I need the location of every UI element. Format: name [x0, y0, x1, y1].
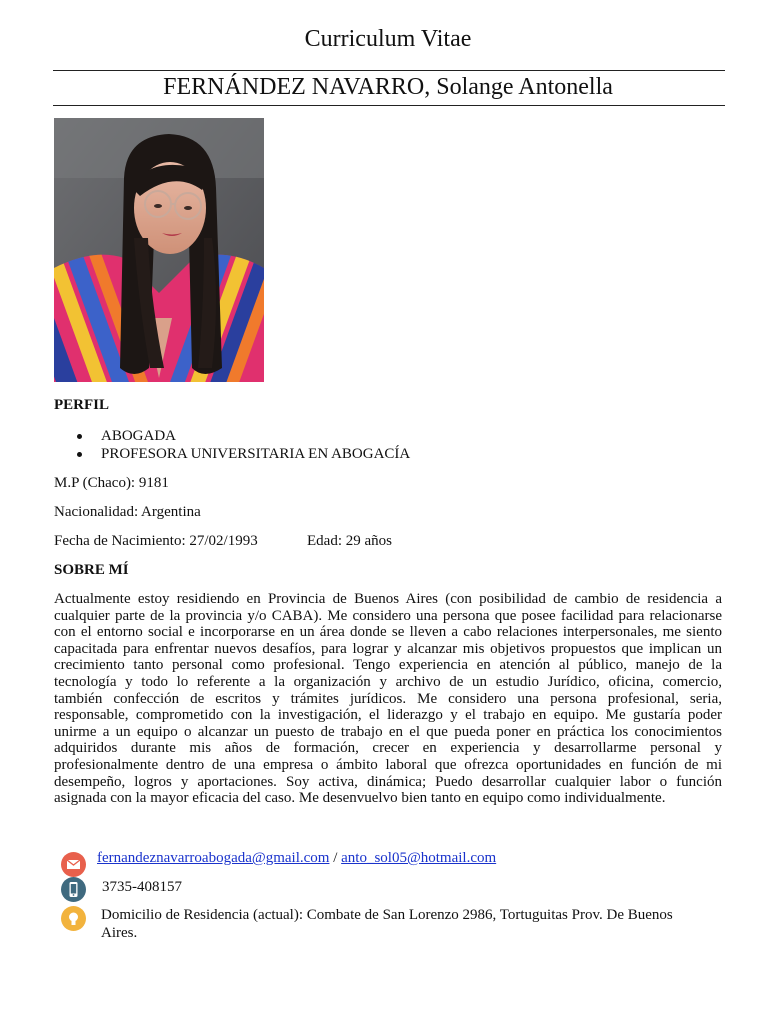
- paragraph-line: crecimiento tanto personal como profesional. Tengo experiencia en atención al público, manejo de la: [54, 657, 722, 674]
- title-divider-top: [53, 70, 725, 71]
- paragraph-line: adquiridos durante mis años de formación, crecer en experiencia y desarrollarme personal y: [54, 740, 722, 757]
- envelope-icon: [61, 852, 86, 877]
- nacionalidad-text: Nacionalidad: Argentina: [54, 504, 201, 520]
- given-names: , Solange Antonella: [424, 74, 613, 100]
- profile-photo: [54, 118, 264, 382]
- fecha-nacimiento-text: Fecha de Nacimiento: 27/02/1993: [54, 533, 258, 549]
- bullet-icon: [77, 452, 82, 457]
- paragraph-line: desempeño, logros y aportaciones. Soy activa, dinámica; Puedo desarrollar cualquier labor o función: [54, 773, 722, 790]
- phone-icon: [61, 877, 86, 902]
- paragraph-line: unirme a un equipo o alcanzar un puesto de trabajo en el que pueda poner en práctica los conocimientos: [54, 723, 722, 740]
- list-item: [54, 445, 410, 463]
- paragraph-line: también confección de escritos y trámites jurídicos. Me considero una persona profesional, seria,: [54, 690, 722, 707]
- perfil-list: [54, 427, 410, 463]
- email-line: [97, 849, 496, 867]
- bullet-icon: [77, 434, 82, 439]
- sobre-mi-paragraph: [54, 591, 722, 807]
- full-name: [0, 72, 768, 102]
- paragraph-line: asignada con la mayor eficacia del caso. Me desenvuelvo bien tanto en equipo como individualmente.: [54, 790, 666, 807]
- paragraph-line: Actualmente estoy residiendo en Provincia de Buenos Aires (con posibilidad de cambio de residencia a: [54, 591, 722, 607]
- perfil-heading: PERFIL: [54, 397, 110, 413]
- address-text: Domicilio de Residencia (actual): Combate de San Lorenzo 2986, Tortuguitas Prov. De Buenos Aires.: [101, 907, 673, 941]
- email-separator: /: [329, 850, 342, 866]
- lightbulb-icon: [61, 906, 86, 931]
- phone-number: 3735-408157: [102, 879, 182, 895]
- list-item-label: PROFESORA UNIVERSITARIA EN ABOGACÍA: [101, 446, 411, 462]
- matricula-text: M.P (Chaco): 9181: [54, 475, 169, 491]
- surname: FERNÁNDEZ NAVARRO: [163, 74, 425, 100]
- paragraph-line: responsable, comprometido con la investigación, el liderazgo y el trabajo en equipo. Me gustaría poder: [54, 707, 722, 724]
- email-link-hotmail[interactable]: anto_sol05@hotmail.com: [341, 850, 497, 866]
- list-item-label: ABOGADA: [101, 428, 176, 444]
- paragraph-line: tecnología y todo lo referente a la organización y archivo de un estudio Jurídico, oficina, comercio,: [54, 673, 722, 690]
- document-title: Curriculum Vitae: [304, 26, 472, 52]
- edad-text: Edad: 29 años: [307, 533, 392, 549]
- list-item: [54, 427, 410, 445]
- paragraph-line: cualquier parte de la provincia y/o CABA). Me considero una persona que posee facilidad para relacionarse: [54, 607, 722, 624]
- paragraph-line: con el entorno social e incorporarse en un área donde se lleven a cabo relaciones interpersonales, me siento: [54, 624, 722, 641]
- title-divider-bottom: [53, 105, 725, 106]
- sobre-mi-heading: SOBRE MÍ: [54, 562, 129, 578]
- paragraph-line: profesionalmente dentro de una empresa o ámbito laboral que ofrezca oportunidades en función de mi: [54, 756, 722, 773]
- paragraph-line: capacitada para enfrentar nuevos desafíos, para lograr y alcanzar mis objetivos propuestos que implican un: [54, 640, 722, 657]
- email-link-gmail[interactable]: fernandeznavarroabogada@gmail.com: [97, 850, 330, 866]
